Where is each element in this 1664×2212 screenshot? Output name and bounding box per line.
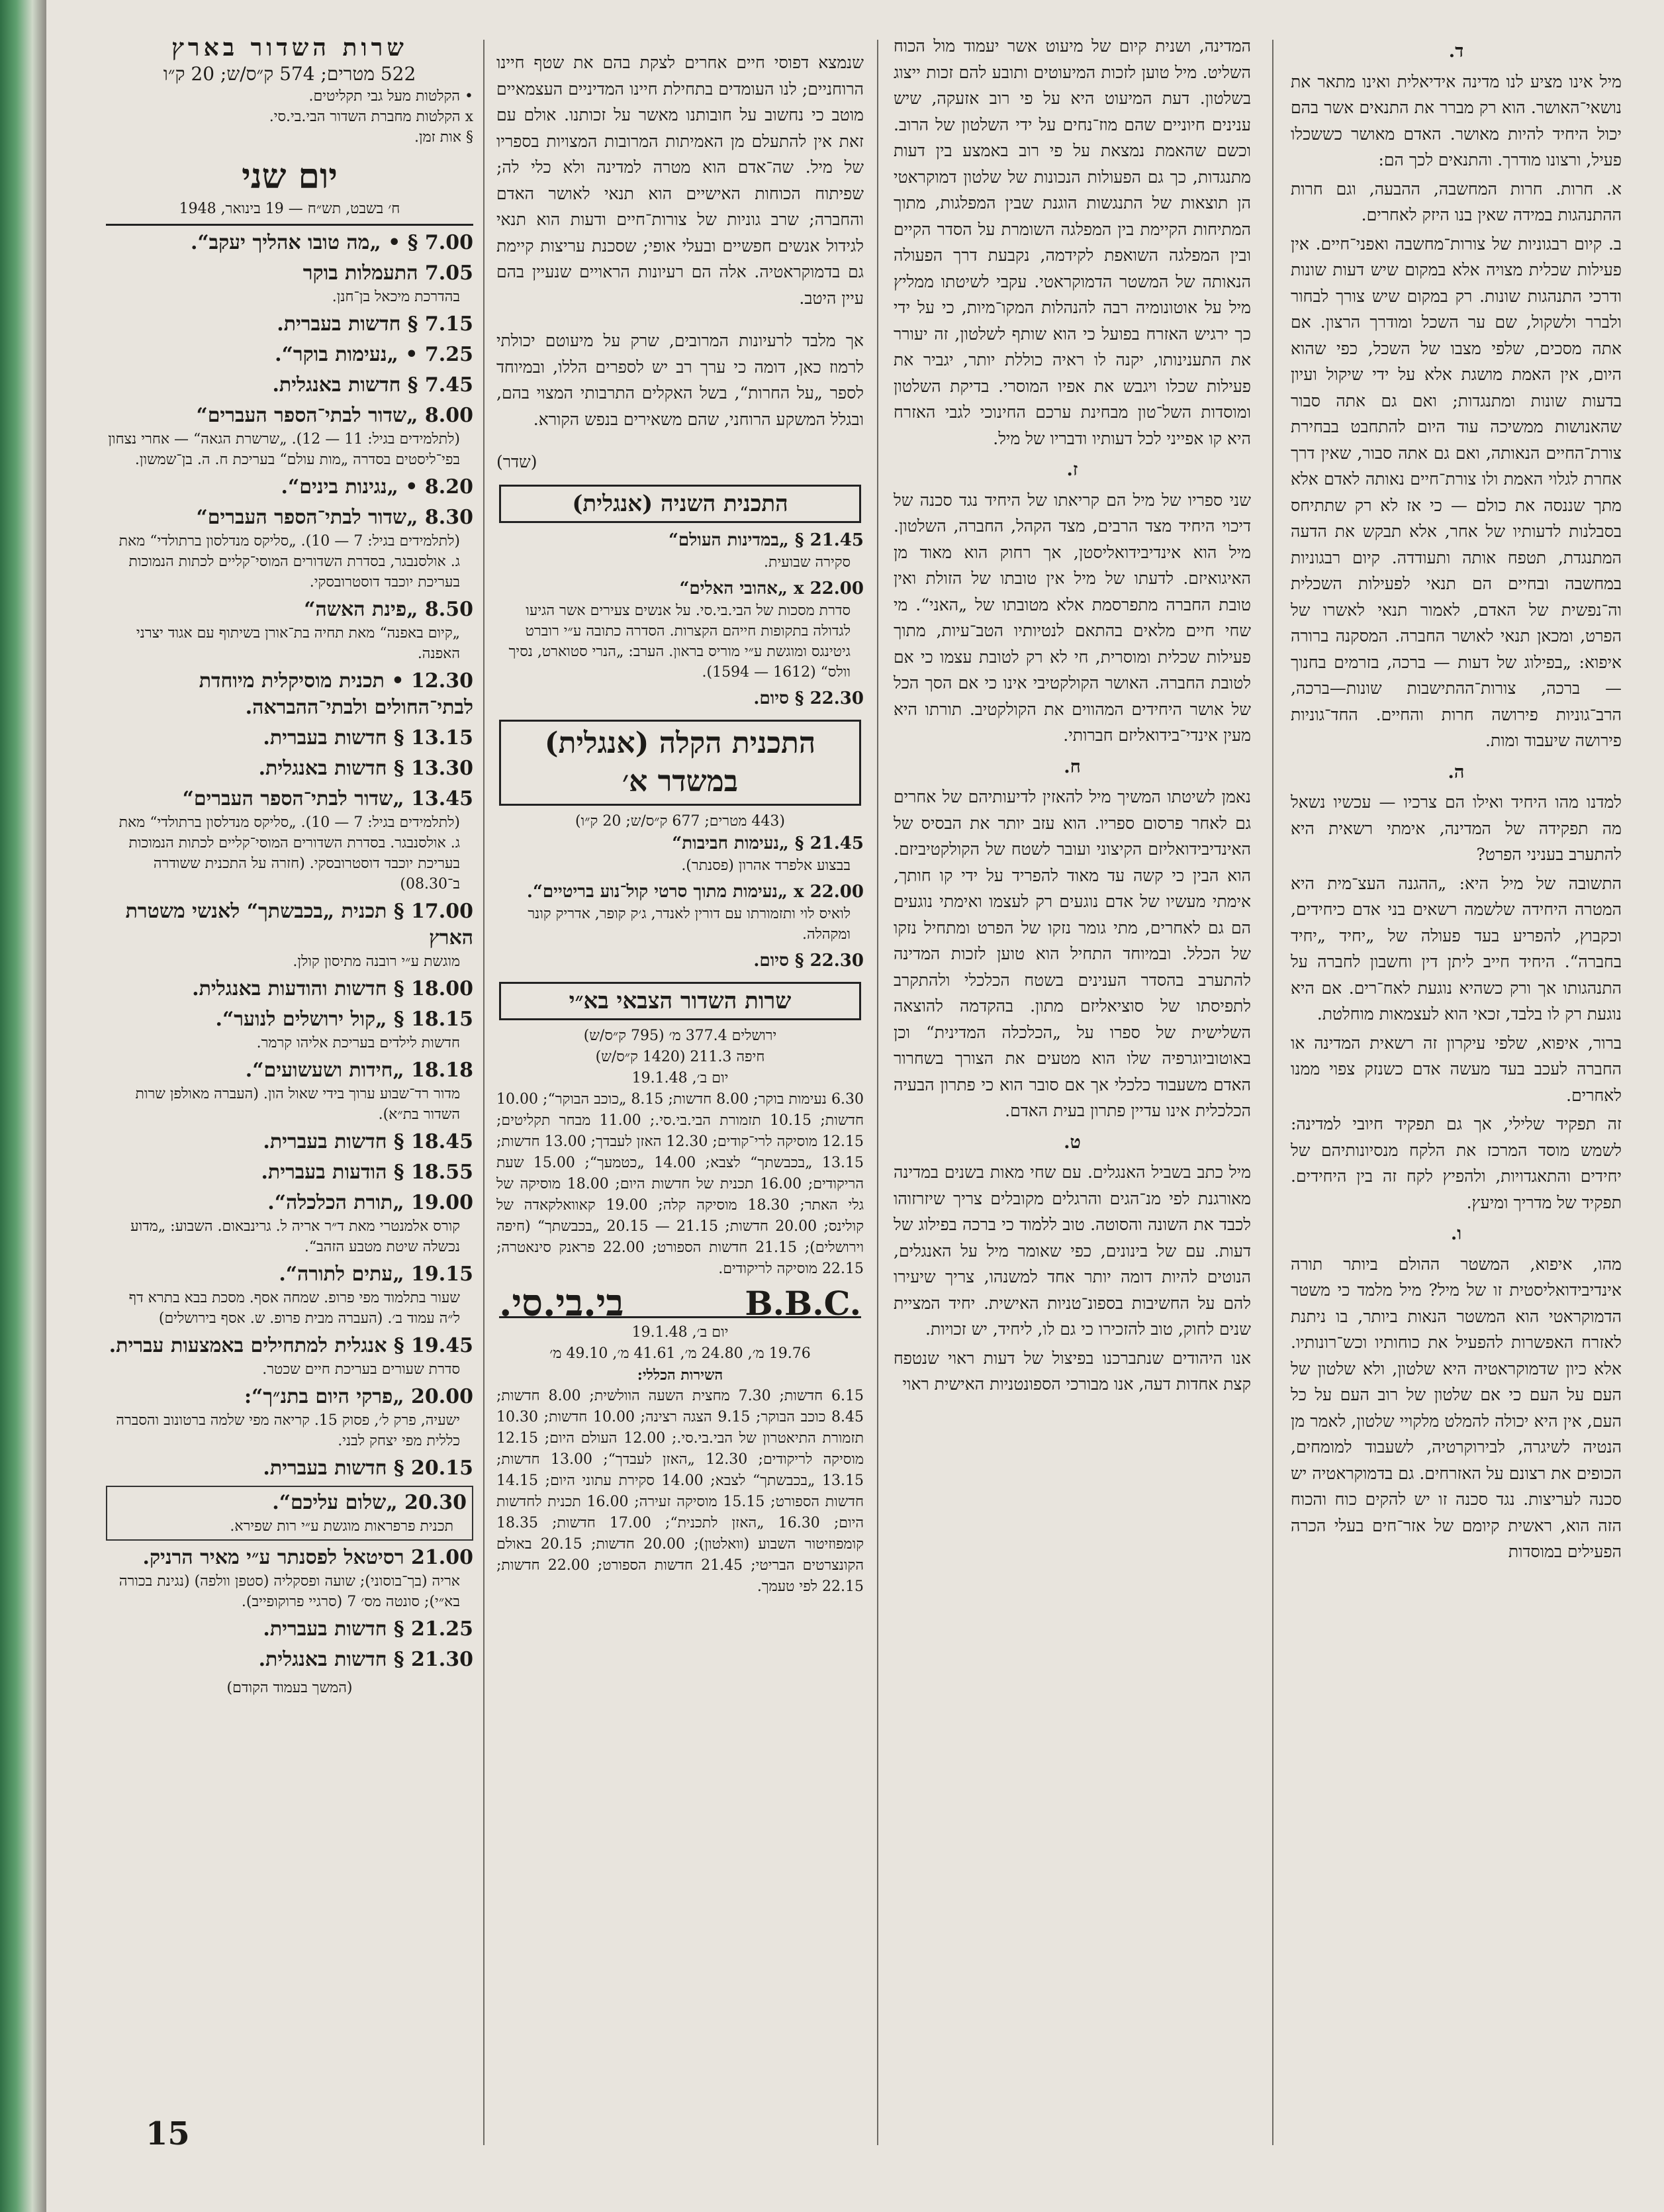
- program-description: סדרת שעורים בעריכת חיים שכטר.: [262, 1361, 460, 1378]
- program-title: 18.45 § חדשות בעברית.: [263, 1130, 473, 1153]
- schedule-list: [106, 230, 473, 1673]
- program-title: 20.00 „פרקי היום בתנ״ך“:: [244, 1385, 473, 1408]
- bbc-service-label: השירות הכללי:: [637, 1367, 723, 1384]
- article-paragraph: א. חרות. חרות המחשבה, ההבעה, וגם חרות ההתנהגות במידה שאין בנו היזק לאחרים.: [1291, 179, 1622, 224]
- bbc-latin-title: B.B.C.: [745, 1283, 861, 1323]
- program-item: [106, 1057, 473, 1125]
- light-program-frequency: (443 מטרים; 677 ק״ס/ש; 20 ק״ו): [575, 812, 785, 830]
- program-title: 8.50 „פינת האשה“: [304, 598, 473, 621]
- program-title: 7.45 § חדשות באנגלית.: [272, 373, 473, 397]
- program-title: 22.30 § סיום.: [753, 688, 864, 708]
- program-title: 18.15 § „קול ירושלים לנוער“.: [215, 1008, 473, 1031]
- program-item: [106, 1545, 473, 1612]
- program-item: [106, 1384, 473, 1451]
- bbc-date: יום ב׳, 19.1.48: [631, 1324, 729, 1341]
- program-item: [106, 1159, 473, 1186]
- program-title: 21.00 רסיטאל לפסנתר ע״י מאיר הרניק.: [142, 1546, 473, 1569]
- program-title: 19.45 § אנגלית למתחילים באמצעות עברית.: [109, 1334, 473, 1357]
- program-title: 13.45 „שדור לבתי־הספר העברים“: [182, 787, 473, 810]
- program-item: [106, 1333, 473, 1380]
- article-paragraph: מיל כתב בשביל האנגלים. עם שחי מאות בשנים במדינה מאורגנת לפי מנ־הגים והרגלים מקובלים צריך שיזרזוהו לכבד את השונה והסוטה. טוב ללמוד כי ברכה בפילוג של דעות. עם של בינונים, כפי שאומר מיל על האנגלים, הנוטים להיות דומה יותר אחד למשנהו, צריך שיעירו להם על החשיבות בספונ־טניות האישית. יחיד המציית שנים לחוק, טוב להזכירו כי גם לו, ליחיד, יש זכויות.: [894, 1163, 1251, 1339]
- article-paragraph: זה תפקיד שלילי, אך גם תפקיד חיובי למדינה: לשמש מוסד המרכז את הלקח מנסיונותיהם של יחידים והתאגדויות, ולהפיץ לקח זה בין היחידים. תפקיד של מדריך ומיעץ.: [1291, 1114, 1622, 1212]
- program-description: (לתלמידים בגיל: 7 — 10). „סליקס מנדלסון ברתולדי“ מאת ג. אולסנבגר, בסדרת השדורים המוסי־קליים לכתות הנמוכות בעריכת יוכבד דוסטרובסקי.: [118, 533, 460, 591]
- program-description: ישעיה, פרק ל׳, פסוק 15. קריאה מפי שלמה ברטונוב והסברה כללית מפי יצחק לבני.: [116, 1412, 460, 1449]
- military-schedule: 6.30 נעימות בוקר; 8.00 חדשות; 8.15 „כוכב הבוקר“; 10.00 חדשות; 10.15 תזמורת הבי.בי.סי.; 11.00 מבחר תקליטים; 12.15 מוסיקה לרי־קודים; 12.30 האזן לעבדך; 13.00 חדשות; 13.15 „בכבשתך“ לצבא; 14.00 „כטמעך“; 15.00 שעת הריקודים; 16.00 תכנית של חדשות היום; 18.00 מוסיקה של גלי האתר; 18.30 מוסיקה קלה; 19.00 קאוואלקאדה של קולינס; 20.00 חדשות; 21.15 — 20.15 „בכבשתך“ (חיפה וירושלים); 21.15 חדשות הספורט; 22.00 פראנק סינאטרה; 22.15 מוסיקה לריקודים.: [496, 1090, 864, 1277]
- military-jerusalem-frequency: ירושלים 377.4 מ׳ (795 ק״ס/ש): [583, 1027, 777, 1044]
- program-item: [106, 1616, 473, 1643]
- program-title: 8.30 „שדור לבתי־הספר העברים“: [196, 506, 473, 529]
- program-item: [106, 260, 473, 307]
- light-program-list: [496, 832, 864, 973]
- program-item: [106, 1455, 473, 1482]
- program-title: 8.00 „שדור לבתי־הספר העברים“: [196, 404, 473, 427]
- program-item: [106, 1261, 473, 1329]
- program-item: [106, 1006, 473, 1053]
- radio-schedule-column: [106, 33, 473, 1699]
- program-item: [106, 668, 473, 721]
- article-paragraph: ברור, איפוא, שלפי עיקרון זה רשאית המדינה או החברה לעכב בעד מעשה אדם כשנזק צפוי ממנו לאחרים.: [1291, 1033, 1622, 1105]
- program-item: [106, 898, 473, 972]
- program-item: [496, 949, 864, 973]
- second-program-list: [496, 528, 864, 710]
- program-title: 20.15 § חדשות בעברית.: [263, 1457, 473, 1480]
- section-number: ז.: [1066, 459, 1078, 480]
- article-paragraph: שני ספריו של מיל הם קריאתו של היחיד נגד סכנה של דיכוי היחיד מצד הרבים, מצד הקהל, החברה, השלטון. מיל הוא אינדיבידואליסטן, אך רחוק הוא מאוד מן האיגואיזם. לדעתו של מיל אין טובתו של הזולת ואין טובת החברה מתפרסמת אלא מטובתו של „האני“. מי שחי חיים מלאים בהתאם לנטיותיו הטב־עיות, מתוך פעילות שכלית ומוסרית, חי לא רק לטובת עצמו כי אם לטובת החברה. האושר הקולקטיבי אינו כי אם הסך הכל של אושר היחידים המהווים את הקולקטיב. תורתו היא מעין אינדי־בידואליזם חברותי.: [894, 490, 1251, 745]
- program-item: [496, 687, 864, 710]
- program-description: לואיס לוי ותזמורתו עם דורין לאנדר, ג׳ק קופר, אדריק קונר ומקהלה.: [528, 905, 851, 943]
- program-title: 13.30 § חדשות באנגלית.: [258, 757, 473, 780]
- military-haifa-frequency: חיפה 211.3 (1420 ק״ס/ש): [595, 1048, 765, 1065]
- bbc-schedule: 6.15 חדשות; 7.30 מחצית השעה הוולשית; 8.00 חדשות; 8.45 כוכב הבוקר; 9.15 הצגה רצינה; 10.00 חדשות; 10.30 תזמורת התיאטרון של הבי.בי.סי.; 12.00 העולם היום; 12.15 מוסיקה לריקודים; 12.30 „האזן לעבדך“; 13.00 חדשות; 13.15 „בכבשתך“ לצבא; 14.00 סקירת עתוני היום; 14.15 חדשות הספורט; 15.15 מוסיקה זעירה; 16.00 תכנית לחדשות היום; 16.30 „האזן לתכנית“; 17.00 חדשות; 18.35 קומפוזיטור השבוע (וואלטון); 20.00 חדשות; 20.15 באולם הקונצרטים הבריטי; 21.45 חדשות הספורט; 22.00 חדשות; 22.15 לפי טעמך.: [496, 1388, 864, 1595]
- military-date: יום ב׳, 19.1.48: [631, 1069, 729, 1086]
- program-item: [106, 403, 473, 470]
- article-paragraph: נאמן לשיטתו המשיך מיל להאזין לדיעותיהם של אחרים גם לאחר פרסום ספריו. הוא עזב יותר את הבסיס של האינדיבידואליזם הקיצוני ועובר לשטח של הקולקטיביזם. הוא הבין כי קשה עד מאוד להפריד על ידי קו חותך, אימתי מעשיו של אדם נוגעים רק לעצמו ואימתי נוגעים הם גם לאחרים, מתי גומר נזקו של הפרט ומתחיל נזקו של הכלל. ובמיוחד התחיל הוא טוען לזכות המדינה להתערב בהסדר הענינים בשטח הכלכלי ולהתקרב לתפיסתו של סוציאליזם מתון. בהקדמה להוצאה השלישית של ספרו על „הכלכלה המדינית“ וכן באוטוביוגרפיה שלו הוא מטעים את הצורך בשחרור האדם משעבוד כלכלי אך אם סובר הוא כי פתרון הבעיה הכלכלית אינו עדיין פתרון בעית האדם.: [894, 787, 1251, 1120]
- program-description: שעור בתלמוד מפי פרופ. שמחה אסף. מסכת בבא בתרא דף ל״ה עמוד ב׳. (העברה מבית פרופ. ש. אסף בירושלים): [128, 1290, 460, 1327]
- article-paragraph: התשובה של מיל היא: „ההגנה העצ־מית היא המטרה היחידה שלשמה רשאים בני אדם כיחידים, וכקבוץ, להפריע בעד פעולה של „יחיד „יחיד בחברה“. היחיד חייב ליתן דין וחשבון לחברה על התנהגותו אך ורק כשהיא נוגעת לאח־רים. אם היא נוגעת רק לו בלבד, זכאי הוא לעצמאות מוחלטת.: [1291, 873, 1622, 1024]
- binding-spine: [0, 0, 46, 2212]
- continued-note: (המשך בעמוד הקודם): [226, 1680, 353, 1696]
- program-item: [106, 230, 473, 256]
- program-description: אריה (בך־בוסוני); שועה ופסקליה (סטפן וולפה) (נגינת בכורה בא״י); סונטה מס׳ 7 (סרגיי פרוקופייב).: [118, 1573, 460, 1610]
- schedule-frequency: 522 מטרים; 574 ק״ס/ש; 20 ק״ו: [163, 63, 416, 85]
- program-title: 22.00 x „נעימות מתוך סרטי קול־נוע בריטיים“.: [526, 881, 864, 902]
- program-description: מדור רד־שבוע ערוך בידי שאול הון. (העברה מאולפן שרות השדור בת״א).: [135, 1086, 460, 1123]
- program-title: 18.55 § הודעות בעברית.: [261, 1161, 473, 1184]
- program-item: [496, 832, 864, 876]
- schedule-legend: [106, 86, 473, 148]
- program-title: 18.00 § חדשות והודעות באנגלית.: [192, 977, 473, 1000]
- article-column-2: [894, 33, 1251, 2152]
- legend-note: § אות זמן.: [414, 129, 473, 146]
- article-paragraph: אך מלבד לרעיונות המרובים, שרק על מיעוטם יכולתי לרמוז כאן, דומה כי ערך רב יש לספרים הללו, ובמיוחד לספר „על החרות“, בשל האקלים התרבותי המצוי בהם, ובגלל המשקע הרוחני, שהם משאירים בנפש הקורא.: [496, 331, 864, 429]
- article-paragraph: ב. קיום רבגוניות של צורות־מחשבה ואפני־חיים. אין פעילות שכלית מצויה אלא במקום שיש דעות שונות ודרכי התנהגות שונות. רק במקום שיש צורך לבחור ולברר ולשקול, שם ער השכל ומודרך הרצון. אם אתה מסכים, שלפי מצבו של השכל, כפי שהוא היום, אין האמת מושגת אלא על ידי שיקול ועיון בדעות שונות ומתנגדות; ואם גם אתה סבור שהאנושות ממשיכה עוד היום להתחבט בבחירת צורת־החיים הנאותה, ואם גם אתה סבור, שאין דרך אחרת לגלוי האמת ולו צורת־חיים נאותה לאדם אלא מתך שננסה את כולם — כי אז לא רק שתתיחס בסבלנות לדעותיו של אחר, אלא תבקש את הדעה המתנגדת, תטפח אותה ותעודדה. קיום רבגוניות במחשבה ובחיים הם תנאי לפעילות השכלית וה־נפשית של האדם, לאמור תנאי לאשרו של הפרט, ומכאן תנאי לאושר החברה. המסקנה ברורה איפוא: „בפילוג של דעות — ברכה, בזרמים בחנוך — ברכה, צורות־ההתישבות שונות—ברכה, הרב־גוניות פירושה חרות והחיים. החד־גוניות פירושה שיעבוד ומות.: [1291, 234, 1622, 750]
- program-item: [106, 976, 473, 1002]
- program-description: סקירה שבועית.: [764, 553, 851, 571]
- day-title: יום שני: [242, 156, 338, 197]
- program-item: [496, 880, 864, 945]
- program-title: 18.18 „חידות ושעשועים“.: [245, 1059, 473, 1082]
- column-divider: [877, 40, 878, 2145]
- program-title: 7.05 התעמלות בוקר: [302, 262, 473, 285]
- program-description: (לתלמידים בגיל: 11 — 12). „שרשרת הגאה“ — אחרי נצחון בפי־ליסטים בסדרה „מות עולם“ בעריכת ח. ה. בן־שמשון.: [108, 431, 460, 468]
- program-title: 21.25 § חדשות בעברית.: [263, 1617, 473, 1641]
- program-title: 7.00 § • „מה טובו אהליך יעקב“.: [190, 231, 473, 254]
- article-signature: (שדר): [496, 452, 537, 471]
- program-title: 21.45 § „במדינות העולם“: [668, 530, 864, 550]
- article-paragraph: אנו היהודים שנתברכנו בפיצול של דעות ראוי שנטפח קצת אחדות דעה, אנו מבורכי הספונטניות האישית ראוי: [894, 1348, 1251, 1394]
- bbc-heading: [499, 1280, 861, 1325]
- column-divider: [483, 40, 485, 2145]
- article-paragraph: מיל אינו מציע לנו מדינה אידיאלית ואינו מתאר את נושאי־האושר. הוא רק מברר את התנאים אשר בהם יכול היחיד להיות מאושר. האדם מאושר כששכלו פעיל, ורצונו מודרך. והתנאים לכך הם:: [1291, 72, 1622, 169]
- article-column-1: [1291, 33, 1622, 2152]
- program-description: קורס אלמנטרי מאת ד״ר אריה ל. גרינבאום. השבוע: „מדוע נכשלה שיטת מטבע הזהב“.: [130, 1218, 460, 1255]
- newspaper-page: [46, 0, 1664, 2212]
- legend-note: • הקלטות מעל גבי תקליטים.: [308, 88, 473, 105]
- military-service-heading: שרות השדור הצבאי בא״י: [499, 982, 861, 1020]
- program-item: [106, 1647, 473, 1673]
- program-item: [106, 342, 473, 368]
- program-title: 19.15 „עתים לתורה“.: [279, 1263, 473, 1286]
- program-title: 7.15 § חדשות בעברית.: [277, 313, 473, 336]
- program-item: [496, 577, 864, 683]
- program-item: [106, 372, 473, 399]
- program-title: 22.30 § סיום.: [753, 950, 864, 971]
- program-title: 21.30 § חדשות באנגלית.: [258, 1648, 473, 1671]
- program-description: תכנית פרפראות מוגשת ע״י רות שפירא.: [230, 1518, 453, 1535]
- legend-note: x הקלטות מחברת השדור הבי.בי.סי.: [269, 109, 473, 125]
- program-description: מוגשת ע״י רובנה מתיסון קולן.: [293, 953, 460, 970]
- schedule-heading: שרות השדור בארץ: [171, 34, 408, 62]
- section-number: ו.: [1450, 1224, 1462, 1244]
- article-column-3: [496, 50, 864, 475]
- page-number: 15: [146, 2115, 190, 2152]
- program-description: סדרת מסכות של הבי.בי.סי. על אנשים צעירים אשר הגיעו לגדולה בתקופות חייהם הקצרות. הסדרה כתובה ע״י רוברט גיטינגס ומוגשת ע״י מוריס בראון. הערב: „הנרי סטוארט, נסיך וולס“ (1612 — 1594).: [508, 602, 851, 681]
- program-title: 13.15 § חדשות בעברית.: [263, 726, 473, 749]
- program-title: 22.00 x „אהובי האלים“: [679, 578, 864, 599]
- program-item: [106, 1129, 473, 1155]
- program-description: (לתלמידים בגיל: 7 — 10). „סליקס מנדלסון ברתולדי“ מאת ג. אולסנבגר. בסדרת השדורים המוסי־קליים לכתות הנמוכות בעריכת יוכבד דוסטרובסקי. (חזרה על התכנית ששודרה ב־08.30): [118, 814, 460, 892]
- program-title: 17.00 § תכנית „בכבשתך“ לאנשי משטרת הארץ: [125, 900, 473, 949]
- article-paragraph: למדנו מהו היחיד ואילו הם צרכיו — עכשיו נשאל מה תפקידה של המדינה, אימתי רשאית היא להתערב בעניני הפרט?: [1291, 793, 1622, 864]
- schedule-date: ח׳ בשבט, תש״ח — 19 בינואר, 1948: [106, 198, 473, 226]
- program-column: [496, 33, 864, 1598]
- program-title: 21.45 § „נעימות חביבות“: [672, 833, 864, 853]
- program-item: [106, 474, 473, 501]
- program-title: 19.00 „תורת הכלכלה“.: [267, 1191, 473, 1214]
- program-title: 8.20 • „נגינות בינים“.: [281, 475, 473, 499]
- program-item: [496, 528, 864, 573]
- article-paragraph: מהו, איפוא, המשטר ההולם ביותר תורה אינדיבידואליסטית זו של מיל? מיל מלמד כי משטר הדמוקראטי הוא המשטר הנאות ביותר, בו ניתנת לאזרח האפשרות להפעיל את כוחותיו וכש־רונותיו. אלא כיון שדמוקראטיה היא שלטון, ולא שלטון של העם על העם כי אם שלטון של רוב העם על כל העם, אין היא יכולה להמלט מלקויי שלטון, לאמר מן הנטיה לשיגרה, לבירוקרטיה, לשעבוד למומחים, הכופים את רצונם על האזרחים. גם בדמוקראטיה יש סכנה לעריצות. נגד סכנה זו יש להקים כוח והכוח הזה הוא, ראשית קיומם של אזר־חים בעלי הכרה הפעילים במוסדות: [1291, 1254, 1622, 1561]
- column-divider: [1272, 40, 1273, 2145]
- program-item: [106, 597, 473, 664]
- program-item: [106, 505, 473, 593]
- bbc-hebrew-title: בי.בי.סי.: [499, 1280, 624, 1325]
- program-description: בבצוע אלפרד אהרון (פסנתר).: [681, 857, 851, 874]
- section-number: ד.: [1448, 41, 1464, 62]
- article-paragraph: שנמצא דפוסי חיים אחרים לצקת בהם את שטף חיינו הרוחניים; לנו העומדים בתחילת חיינו המדיניים העצמאיים מוטב כי נחשוב על חובותנו מאשר על זכותנו. אולם עם זאת אין להתעלם מן האמיתות המרובות המצויות בספריו של מיל. שה־אדם הוא מטרה למדינה ולא כלי לה; שפיתוח הכוחות האישיים הוא תנאי לאושר האדם והחברה; שרב גוניות של צורות־חיים ודעות הוא תנאי לגידול אנשים חפשיים ובעלי אופי; שסכנת עריצות קיימת גם בדמוקראטיה. אלה הם רעיונות הראויים שנעיין בהם עיין היטב.: [496, 53, 864, 308]
- program-description: „קיום באפנה“ מאת תחיה בת־אורן בשיתוף עם אגוד יצרני האפנה.: [136, 625, 460, 662]
- article-paragraph: המדינה, ושנית קיום של מיעוט אשר יעמוד מול הכוח השליט. מיל טוען לזכות המיעוטים ותובע להם זכות ייצוג בשלטון. דעת המיעוט היא על פי רוב אזעקה, שיש ענינים חיוניים שהם מוז־נחים על ידי השלטון של הרוב. וכשם שהאמת נמצאת על פי רוב באמצע בין דעות מתנגדות, כך גם הפעולות הנכונות של שלטון דמוקראטי הן תוצאות של התנגשות הוגנת שבין המפלגות, מתוך המתיחות הקיימת בין המפלגה השומרת על הסדר הקיים ובין המפלגה השואפת לקידמה, נקבעת דרך הפעולה הנאותה של המשטר הדמוקראטי. עקבי לשיטתו ממליץ מיל על אוטונומיה רבה להנהלות המקו־מיות, כי על ידי כך ירגיש האזרח בפועל כי הוא שותף לשלטון, זה יעורר את התענינותו, יקנה לו ראיה כוללת יותר, יגביר את פעילות שכלו ויגבש את אפיו המוסרי. בדיקת השלטון ומוסדות השל־טון מבחינת ערכם החינוכי לגבי האזרח היא קו אפייני לכל דעותיו ודבריו של מיל.: [894, 36, 1251, 448]
- bbc-frequencies: 19.76 מ׳, 24.80 מ׳, 41.61 מ׳, 49.10 מ׳: [549, 1345, 811, 1362]
- program-description: חדשות לילדים בעריכת אליהו קרמר.: [256, 1035, 460, 1051]
- program-item: [106, 311, 473, 338]
- section-number: ט.: [1064, 1131, 1081, 1153]
- program-description: בהדרכת מיכאל בן־חנן.: [332, 289, 460, 305]
- program-item: [106, 1486, 473, 1541]
- program-title: 7.25 • „נעימות בוקר“.: [275, 343, 473, 366]
- section-number: ה.: [1448, 761, 1465, 783]
- program-item: [106, 1190, 473, 1257]
- program-title: 12.30 • תכנית מוסיקלית מיוחדת לבתי־החולים ולבתי־ההבראה.: [199, 669, 473, 719]
- program-title: 20.30 „שלום עליכם“.: [272, 1491, 467, 1514]
- section-number: ח.: [1064, 756, 1081, 777]
- program-item: [106, 786, 473, 894]
- second-program-heading: התכנית השניה (אנגלית): [499, 485, 861, 523]
- program-item: [106, 755, 473, 782]
- light-program-heading: התכנית הקלה (אנגלית) במשדר א׳: [499, 720, 861, 806]
- program-item: [106, 725, 473, 751]
